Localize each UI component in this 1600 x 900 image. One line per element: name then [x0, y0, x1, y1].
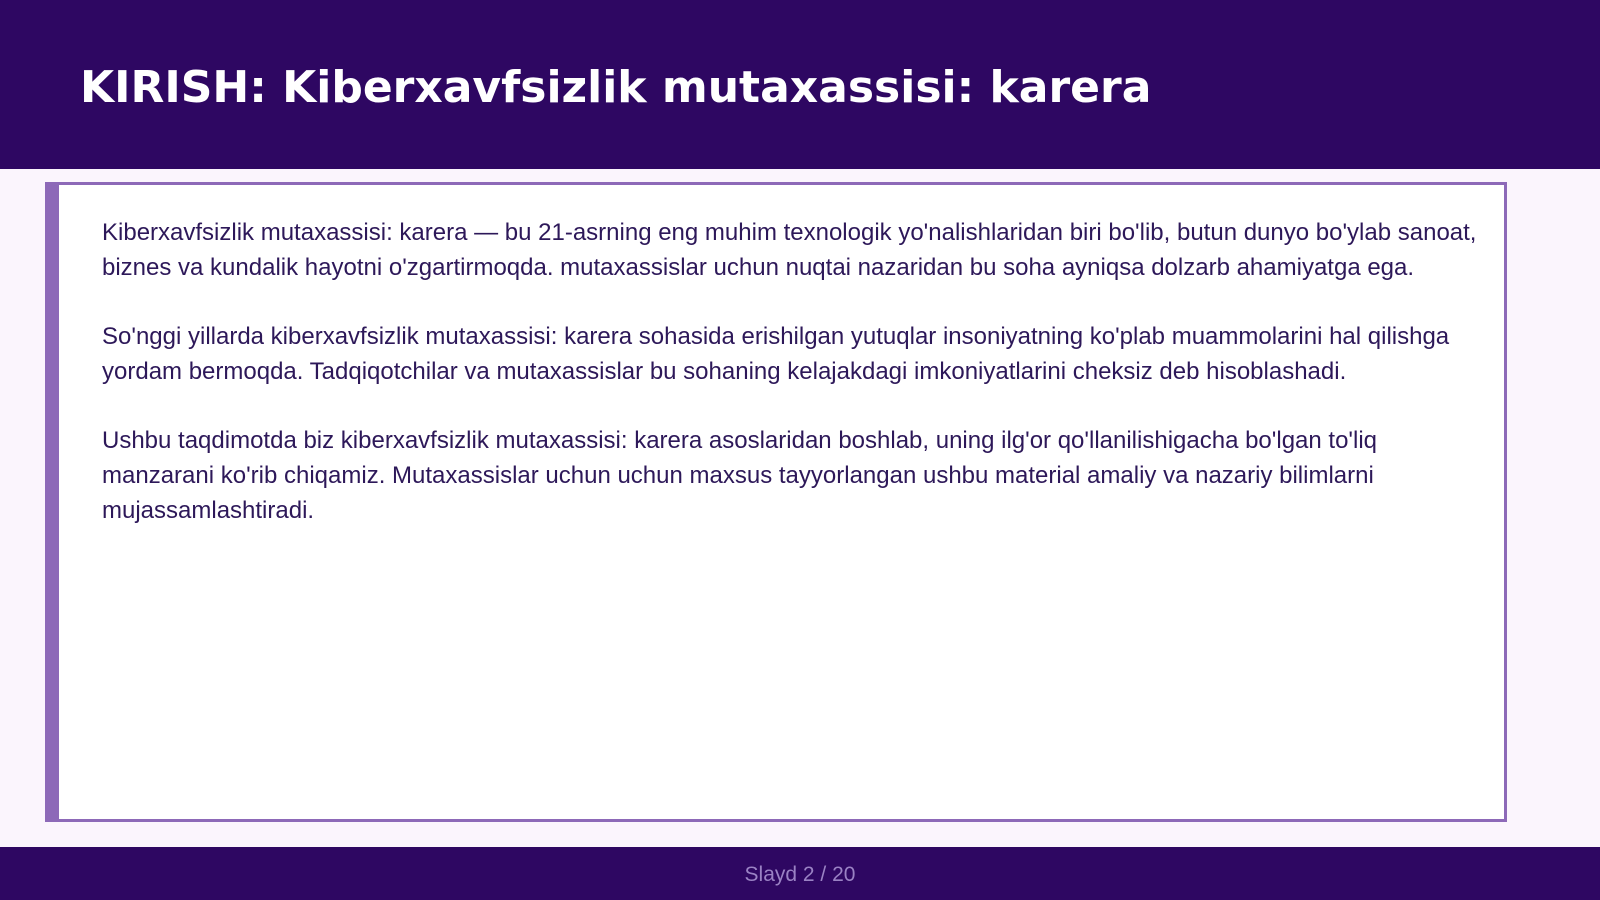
- body-paragraph-1: Kiberxavfsizlik mutaxassisi: karera — bu 21-asrning eng muhim texnologik yo'nalishlaridan biri bo'lib, butun dunyo bo'ylab sanoat, biznes va kundalik hayotni o'zgartirmoqda. mutaxassislar uchun nuqtai nazaridan bu soha ayniqsa dolzarb ahamiyatga ega.: [102, 219, 1477, 281]
- content-card: [45, 182, 1507, 822]
- body-paragraph-2: So'nggi yillarda kiberxavfsizlik mutaxassisi: karera sohasida erishilgan yutuqlar insoniyatning ko'plab muammolarini hal qilishga yordam bermoqda. Tadqiqotchilar va mutaxassislar bu sohaning kelajakdagi imkoniyatlarini cheksiz deb hisoblashadi.: [102, 323, 1450, 385]
- slide-footer: [0, 847, 1600, 900]
- slide-body-text: [102, 215, 1492, 562]
- slide-title: KIRISH: Kiberxavfsizlik mutaxassisi: karera: [80, 62, 1152, 113]
- body-paragraph-3: Ushbu taqdimotda biz kiberxavfsizlik mutaxassisi: karera asoslaridan boshlab, uning ilg'or qo'llanilishigacha bo'lgan to'liq manzarani ko'rib chiqamiz. Mutaxassislar uchun uchun maxsus tayyorlangan ushbu material amaliy va nazariy bilimlarni mujassamlashtiradi.: [102, 427, 1378, 524]
- slide-header: [0, 0, 1600, 169]
- slide-counter: Slayd 2 / 20: [744, 863, 856, 886]
